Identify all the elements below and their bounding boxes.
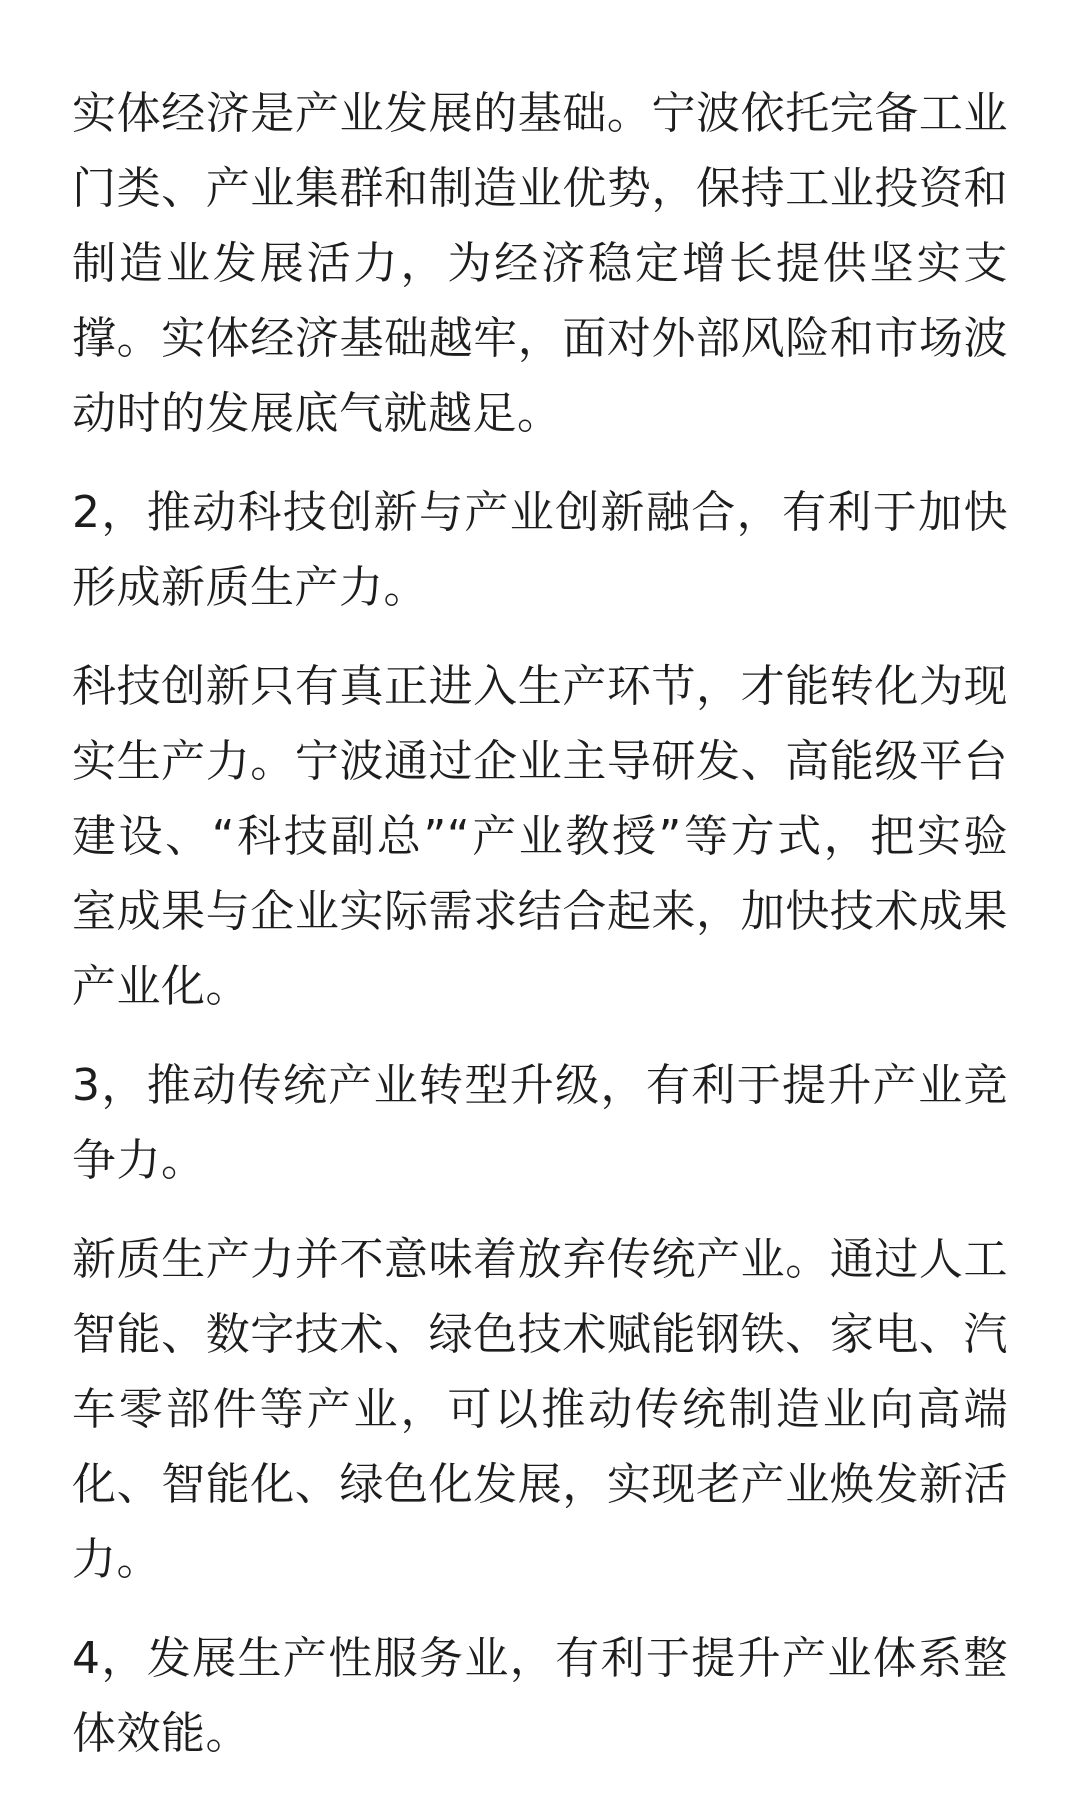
paragraph-traditional-industry: 新质生产力并不意味着放弃传统产业。通过人工智能、数字技术、绿色技术赋能钢铁、家电、汽车零部件等产业，可以推动传统制造业向高端化、智能化、绿色化发展，实现老产业焕发新活力。	[72, 1234, 1008, 1585]
paragraph-real-economy: 实体经济是产业发展的基础。宁波依托完备工业门类、产业集群和制造业优势，保持工业投资和制造业发展活力，为经济稳定增长提供坚实支撑。实体经济基础越牢，面对外部风险和市场波动时的发展底气就越足。	[72, 88, 1008, 439]
point-3-heading: 3，推动传统产业转型升级，有利于提升产业竞争力。	[72, 1060, 1008, 1186]
point-4-heading: 4，发展生产性服务业，有利于提升产业体系整体效能。	[72, 1633, 1008, 1759]
paragraph-tech-innovation: 科技创新只有真正进入生产环节，才能转化为现实生产力。宁波通过企业主导研发、高能级平台建设、“科技副总”“产业教授”等方式，把实验室成果与企业实际需求结合起来，加快技术成果产业化。	[72, 661, 1008, 1012]
point-2-heading: 2，推动科技创新与产业创新融合，有利于加快形成新质生产力。	[72, 487, 1008, 613]
article-body	[72, 76, 1008, 1795]
